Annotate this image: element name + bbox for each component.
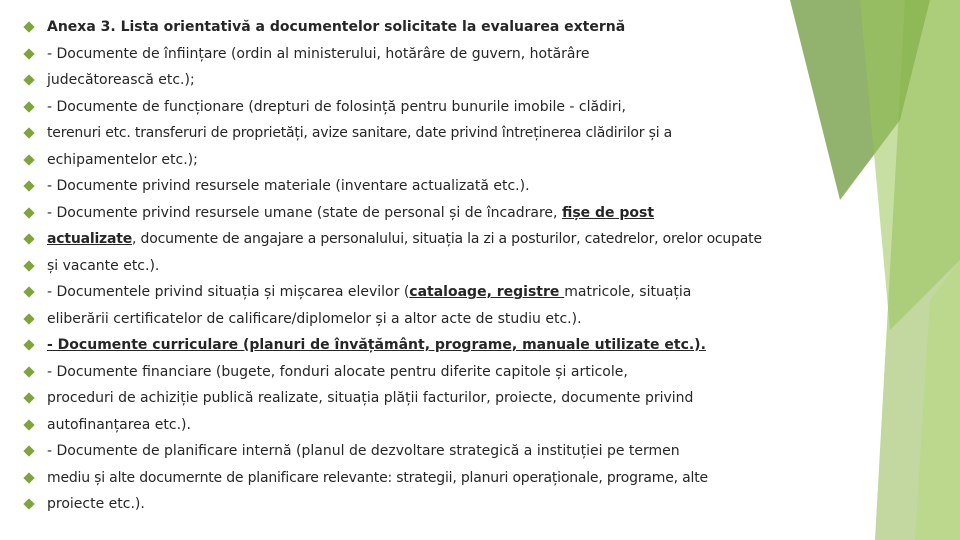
diamond-bullet-icon <box>23 21 34 32</box>
list-item <box>0 41 960 68</box>
line-text: mediu și alte documernte de planificare relevante: strategii, planuri operaționale, programe, alte <box>47 469 708 486</box>
line-text: - Documente privind resursele materiale (inventare actualizată etc.). <box>47 178 530 194</box>
line-text: și vacante etc.). <box>47 257 160 274</box>
document-title <box>0 14 960 41</box>
diamond-bullet-icon <box>23 498 34 509</box>
diamond-bullet-icon <box>23 392 34 403</box>
line-text: matricole, situația <box>564 284 692 300</box>
diamond-bullet-icon <box>23 286 34 297</box>
line-text: autofinanțarea etc.). <box>47 416 191 433</box>
line-text: - Documente privind resursele umane (state de personal și de încadrare, <box>47 204 562 221</box>
line-text: eliberării certificatelor de calificare/diplomelor și a altor acte de studiu etc.). <box>47 310 582 327</box>
list-item <box>0 385 960 412</box>
list-item <box>0 120 960 147</box>
list-item <box>0 465 960 492</box>
list-item <box>0 67 960 94</box>
line-text: - Documente financiare (bugete, fonduri alocate pentru diferite capitole și articole, <box>47 363 628 380</box>
diamond-bullet-icon <box>23 339 34 350</box>
line-text: judecătorească etc.); <box>47 72 195 88</box>
line-text: , documente de angajare a personalului, situația la zi a posturilor, catedrelor, orelor ocupate <box>132 231 762 247</box>
document-body <box>0 14 960 518</box>
actualizate-link[interactable]: actualizate <box>47 231 133 247</box>
list-item <box>0 200 960 227</box>
cataloage-registre-link[interactable]: cataloage, registre <box>409 284 565 300</box>
list-item <box>0 491 960 518</box>
fise-de-post-link[interactable]: fișe de post <box>561 204 655 221</box>
diamond-bullet-icon <box>23 366 34 377</box>
list-item <box>0 306 960 333</box>
diamond-bullet-icon <box>23 74 34 85</box>
diamond-bullet-icon <box>23 101 34 112</box>
diamond-bullet-icon <box>23 48 34 59</box>
list-item <box>0 332 960 359</box>
diamond-bullet-icon <box>23 419 34 430</box>
diamond-bullet-icon <box>23 233 34 244</box>
line-text: echipamentelor etc.); <box>47 151 198 168</box>
list-item <box>0 147 960 174</box>
list-item <box>0 279 960 306</box>
diamond-bullet-icon <box>23 472 34 483</box>
line-text: terenuri etc. transferuri de proprietăți, avize sanitare, date privind întreținerea clădirilor și a <box>47 125 673 141</box>
list-item <box>0 173 960 200</box>
diamond-bullet-icon <box>23 180 34 191</box>
diamond-bullet-icon <box>23 313 34 324</box>
list-item <box>0 94 960 121</box>
documente-curriculare-link[interactable]: - Documente curriculare (planuri de învățământ, programe, manuale utilizate etc.). <box>47 337 706 353</box>
diamond-bullet-icon <box>23 127 34 138</box>
list-item <box>0 438 960 465</box>
diamond-bullet-icon <box>23 445 34 456</box>
line-text: proiecte etc.). <box>47 496 145 512</box>
list-item <box>0 359 960 386</box>
diamond-bullet-icon <box>23 154 34 165</box>
line-text: - Documentele privind situația și mișcarea elevilor ( <box>47 284 410 300</box>
list-item <box>0 226 960 253</box>
title-text: Anexa 3. Lista orientativă a documentelor solicitate la evaluarea externă <box>47 19 626 35</box>
diamond-bullet-icon <box>23 207 34 218</box>
line-text: - Documente de înființare (ordin al ministerului, hotărâre de guvern, hotărâre <box>47 45 590 62</box>
list-item <box>0 253 960 280</box>
diamond-bullet-icon <box>23 260 34 271</box>
line-text: - Documente de planificare internă (planul de dezvoltare strategică a instituției pe termen <box>47 443 680 459</box>
list-item <box>0 412 960 439</box>
line-text: - Documente de funcționare (drepturi de folosință pentru bunurile imobile - clădiri, <box>47 98 626 115</box>
line-text: proceduri de achiziție publică realizate, situația plății facturilor, proiecte, documente privind <box>47 390 694 406</box>
